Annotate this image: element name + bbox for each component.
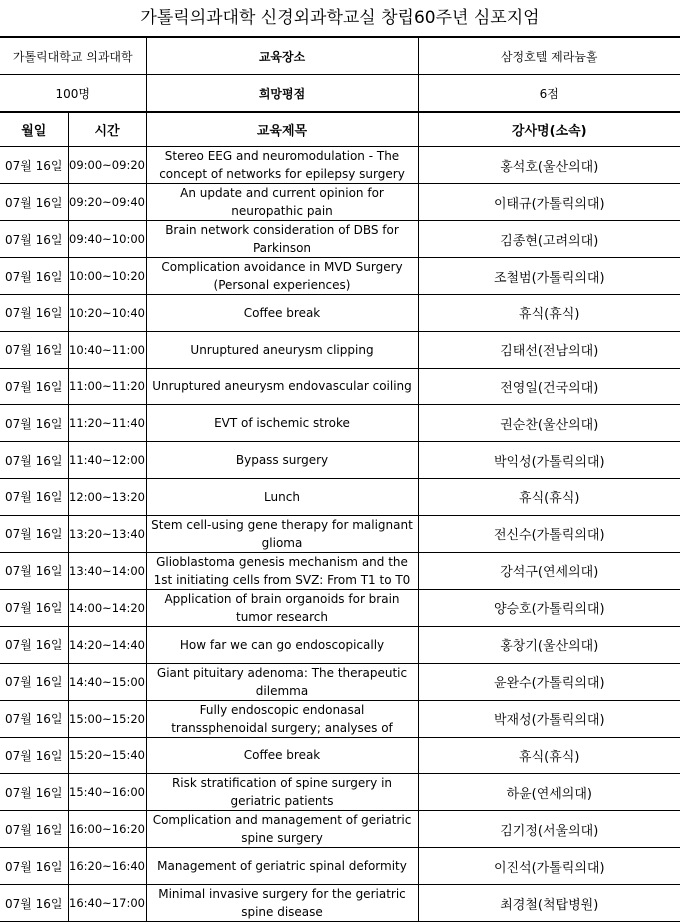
topic-text: Fully endoscopic endonasal transsphenoidal surgery; analyses of <box>171 702 393 735</box>
schedule-row <box>0 737 680 774</box>
schedule-row <box>0 405 680 442</box>
topic-cell <box>146 848 418 885</box>
schedule-row <box>0 700 680 737</box>
schedule-row <box>0 331 680 368</box>
topic-cell <box>146 626 418 663</box>
topic-cell <box>146 368 418 405</box>
points-value: 6점 <box>418 75 680 112</box>
schedule-row <box>0 626 680 663</box>
schedule-row <box>0 368 680 405</box>
topic-text: Unruptured aneurysm endovascular coiling <box>152 379 412 394</box>
topic-text: Giant pituitary adenoma: The therapeutic dilemma <box>156 665 408 698</box>
time-cell: 11:00~11:20 <box>68 368 146 405</box>
topic-text: EVT of ischemic stroke <box>214 416 350 431</box>
date-cell: 07월 16일 <box>0 478 68 515</box>
speaker-cell: 홍석호(울산의대) <box>418 147 680 184</box>
speaker-cell: 휴식(휴식) <box>418 737 680 774</box>
date-cell: 07월 16일 <box>0 295 68 332</box>
schedule-row <box>0 147 680 184</box>
time-cell: 16:40~17:00 <box>68 885 146 922</box>
topic-text: Stem cell-using gene therapy for malignant glioma <box>151 517 413 550</box>
topic-cell <box>146 885 418 922</box>
speaker-cell: 박재성(가톨릭의대) <box>418 700 680 737</box>
topic-text: Bypass surgery <box>235 453 329 468</box>
schedule-row <box>0 184 680 221</box>
date-cell: 07월 16일 <box>0 700 68 737</box>
time-cell: 09:20~09:40 <box>68 184 146 221</box>
topic-cell <box>146 737 418 774</box>
time-cell: 16:20~16:40 <box>68 848 146 885</box>
topic-cell <box>146 700 418 737</box>
venue-value: 삼정호텔 제라늄홀 <box>418 38 680 75</box>
date-cell: 07월 16일 <box>0 515 68 552</box>
topic-text: Lunch <box>264 489 300 504</box>
topic-cell <box>146 405 418 442</box>
date-cell: 07월 16일 <box>0 221 68 258</box>
speaker-cell: 이태규(가톨릭의대) <box>418 184 680 221</box>
topic-text: Application of brain organoids for brain tumor research <box>164 591 400 624</box>
speaker-cell: 최경철(척탑병원) <box>418 885 680 922</box>
time-cell: 09:00~09:20 <box>68 147 146 184</box>
time-cell: 10:40~11:00 <box>68 331 146 368</box>
topic-text: Risk stratification of spine surgery in geriatric patients <box>171 776 393 809</box>
schedule-row <box>0 552 680 589</box>
venue-label: 교육장소 <box>146 38 418 75</box>
date-cell: 07월 16일 <box>0 331 68 368</box>
capacity-cell: 100명 <box>0 75 146 112</box>
time-cell: 15:20~15:40 <box>68 737 146 774</box>
topic-cell <box>146 221 418 258</box>
topic-cell <box>146 515 418 552</box>
topic-cell <box>146 663 418 700</box>
organizer-cell: 가톨릭대학교 의과대학 <box>0 38 146 75</box>
topic-cell <box>146 774 418 811</box>
time-cell: 10:00~10:20 <box>68 258 146 295</box>
info-table <box>0 37 680 112</box>
date-cell: 07월 16일 <box>0 774 68 811</box>
speaker-cell: 김종현(고려의대) <box>418 221 680 258</box>
topic-cell <box>146 331 418 368</box>
document-title: 가톨릭의과대학 신경외과학교실 창립60주년 심포지엄 <box>0 0 680 37</box>
speaker-cell: 김기정(서울의대) <box>418 811 680 848</box>
speaker-cell: 박익성(가톨릭의대) <box>418 442 680 479</box>
schedule-row <box>0 774 680 811</box>
speaker-cell: 윤완수(가톨릭의대) <box>418 663 680 700</box>
date-cell: 07월 16일 <box>0 885 68 922</box>
date-cell: 07월 16일 <box>0 258 68 295</box>
topic-text: An update and current opinion for neuropathic pain <box>180 186 384 218</box>
schedule-row <box>0 478 680 515</box>
topic-text: Management of geriatric spinal deformity <box>157 859 407 874</box>
schedule-row <box>0 221 680 258</box>
points-label: 희망평점 <box>146 75 418 112</box>
speaker-cell: 조철범(가톨릭의대) <box>418 258 680 295</box>
speaker-cell: 권순찬(울산의대) <box>418 405 680 442</box>
header-topic: 교육제목 <box>146 113 418 147</box>
speaker-cell: 전영일(건국의대) <box>418 368 680 405</box>
speaker-cell: 휴식(휴식) <box>418 295 680 332</box>
date-cell: 07월 16일 <box>0 589 68 626</box>
date-cell: 07월 16일 <box>0 848 68 885</box>
topic-text: Coffee break <box>243 305 321 320</box>
topic-text: Brain network consideration of DBS for Parkinson <box>165 223 399 255</box>
topic-cell <box>146 811 418 848</box>
date-cell: 07월 16일 <box>0 147 68 184</box>
date-cell: 07월 16일 <box>0 184 68 221</box>
header-time: 시간 <box>68 113 146 147</box>
info-row-venue <box>0 38 680 75</box>
date-cell: 07월 16일 <box>0 663 68 700</box>
topic-cell <box>146 589 418 626</box>
speaker-cell: 이진석(가톨릭의대) <box>418 848 680 885</box>
date-cell: 07월 16일 <box>0 442 68 479</box>
date-cell: 07월 16일 <box>0 552 68 589</box>
topic-text: Stereo EEG and neuromodulation - The concept of networks for epilepsy surgery <box>159 149 405 181</box>
time-cell: 12:00~13:20 <box>68 478 146 515</box>
time-cell: 16:00~16:20 <box>68 811 146 848</box>
topic-text: Coffee break <box>243 748 321 763</box>
time-cell: 14:20~14:40 <box>68 626 146 663</box>
time-cell: 15:40~16:00 <box>68 774 146 811</box>
topic-cell <box>146 478 418 515</box>
speaker-cell: 휴식(휴식) <box>418 478 680 515</box>
info-row-points <box>0 75 680 112</box>
date-cell: 07월 16일 <box>0 626 68 663</box>
topic-text: Minimal invasive surgery for the geriatric spine disease <box>158 887 406 920</box>
topic-text: How far we can go endoscopically <box>179 637 385 652</box>
speaker-cell: 강석구(연세의대) <box>418 552 680 589</box>
schedule-table <box>0 112 680 922</box>
schedule-row <box>0 848 680 885</box>
speaker-cell: 홍창기(울산의대) <box>418 626 680 663</box>
topic-text: Complication avoidance in MVD Surgery (Personal experiences) <box>161 260 403 292</box>
topic-text: Complication and management of geriatric spine surgery <box>152 813 412 846</box>
time-cell: 14:00~14:20 <box>68 589 146 626</box>
schedule-row <box>0 442 680 479</box>
topic-text: Unruptured aneurysm clipping <box>190 342 374 357</box>
time-cell: 11:20~11:40 <box>68 405 146 442</box>
time-cell: 15:00~15:20 <box>68 700 146 737</box>
time-cell: 14:40~15:00 <box>68 663 146 700</box>
speaker-cell: 김태선(전남의대) <box>418 331 680 368</box>
topic-cell <box>146 258 418 295</box>
topic-cell <box>146 552 418 589</box>
time-cell: 11:40~12:00 <box>68 442 146 479</box>
date-cell: 07월 16일 <box>0 405 68 442</box>
speaker-cell: 전신수(가톨릭의대) <box>418 515 680 552</box>
header-date: 월일 <box>0 113 68 147</box>
date-cell: 07월 16일 <box>0 811 68 848</box>
time-cell: 10:20~10:40 <box>68 295 146 332</box>
time-cell: 13:40~14:00 <box>68 552 146 589</box>
schedule-row <box>0 663 680 700</box>
schedule-row <box>0 258 680 295</box>
date-cell: 07월 16일 <box>0 368 68 405</box>
topic-text: Glioblastoma genesis mechanism and the 1st initiating cells from SVZ: From T1 to T0 <box>153 554 411 587</box>
schedule-row <box>0 589 680 626</box>
date-cell: 07월 16일 <box>0 737 68 774</box>
speaker-cell: 양승호(가톨릭의대) <box>418 589 680 626</box>
schedule-row <box>0 885 680 922</box>
schedule-row <box>0 811 680 848</box>
topic-cell <box>146 295 418 332</box>
speaker-cell: 하윤(연세의대) <box>418 774 680 811</box>
topic-cell <box>146 184 418 221</box>
schedule-header-row <box>0 113 680 147</box>
schedule-row <box>0 295 680 332</box>
topic-cell <box>146 442 418 479</box>
time-cell: 09:40~10:00 <box>68 221 146 258</box>
topic-cell <box>146 147 418 184</box>
header-speaker: 강사명(소속) <box>418 113 680 147</box>
time-cell: 13:20~13:40 <box>68 515 146 552</box>
schedule-row <box>0 515 680 552</box>
